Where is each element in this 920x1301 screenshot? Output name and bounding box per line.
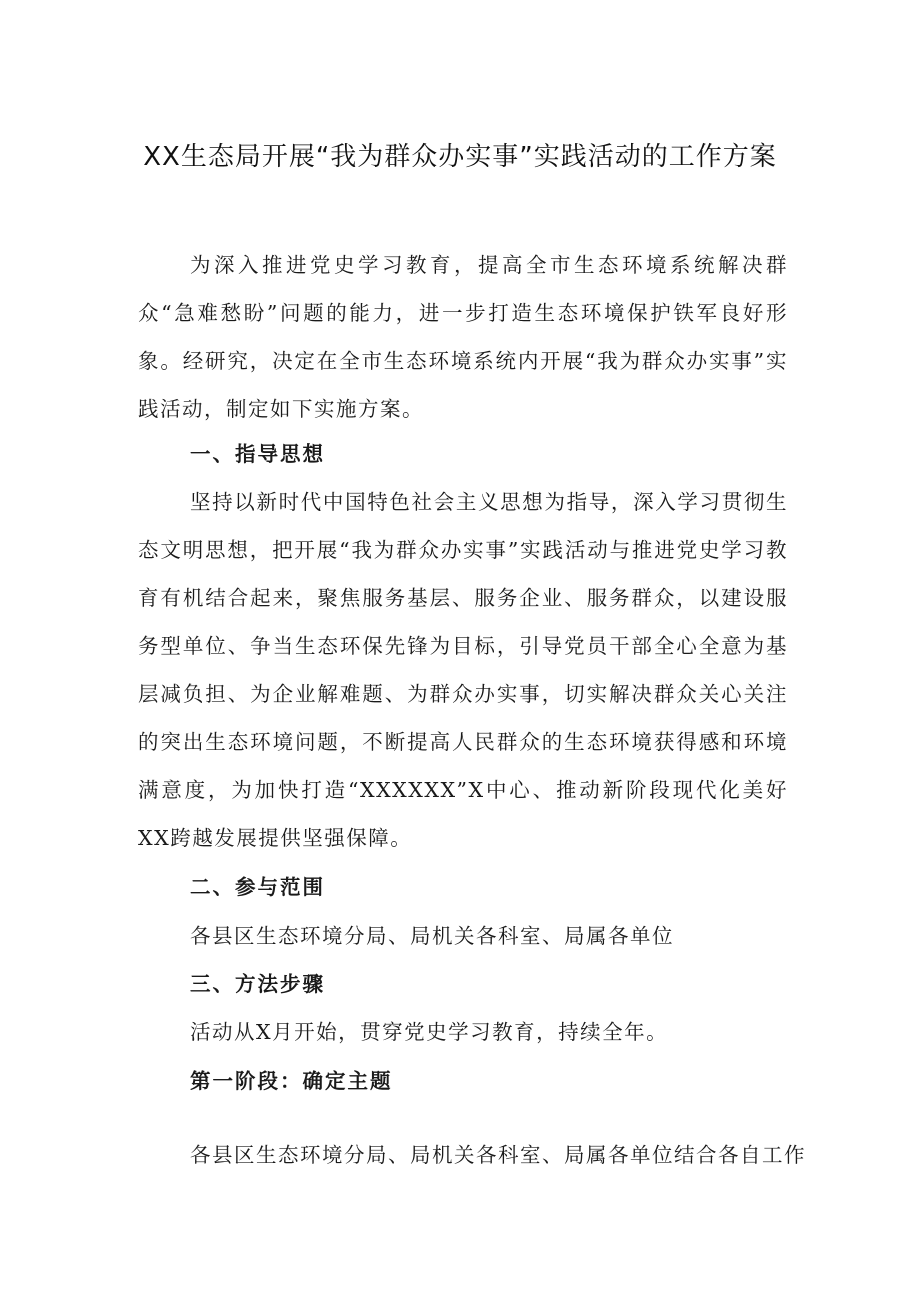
- stage-one-paragraph: 各县区生态环境分局、局机关各科室、局属各单位结合各自工作: [190, 1143, 806, 1167]
- section-heading-scope: 二、参与范围: [190, 875, 325, 899]
- stage-one-heading: 第一阶段：确定主题: [190, 1069, 393, 1093]
- method-steps-paragraph: 活动从X月开始，贯穿党史学习教育，持续全年。: [190, 1020, 669, 1044]
- document-title: XX生态局开展“我为群众办实事”实践活动的工作方案: [143, 142, 777, 172]
- section-heading-guiding-ideology: 一、指导思想: [190, 442, 325, 466]
- intro-paragraph: 为深入推进党史学习教育，提高全市生态环境系统解决群众“急难愁盼”问题的能力，进一步打造生态环境保护铁军良好形象。经研究，决定在全市生态环境系统内开展“我为群众办实事”实践活动，制定如下实施方案。: [138, 253, 788, 421]
- section-heading-method-steps: 三、方法步骤: [190, 972, 325, 996]
- scope-paragraph: 各县区生态环境分局、局机关各科室、局属各单位: [190, 924, 674, 948]
- guiding-ideology-paragraph: 坚持以新时代中国特色社会主义思想为指导，深入学习贯彻生态文明思想，把开展“我为群众办实事”实践活动与推进党史学习教育有机结合起来，聚焦服务基层、服务企业、服务群众，以建设服务型单位、争当生态环保先锋为目标，引导党员干部全心全意为基层减负担、为企业解难题、为群众办实事，切实解决群众关心关注的突出生态环境问题，不断提高人民群众的生态环境获得感和环境满意度，为加快打造“XXXXXX”X中心、推动新阶段现代化美好XX跨越发展提供坚强保障。: [138, 490, 788, 850]
